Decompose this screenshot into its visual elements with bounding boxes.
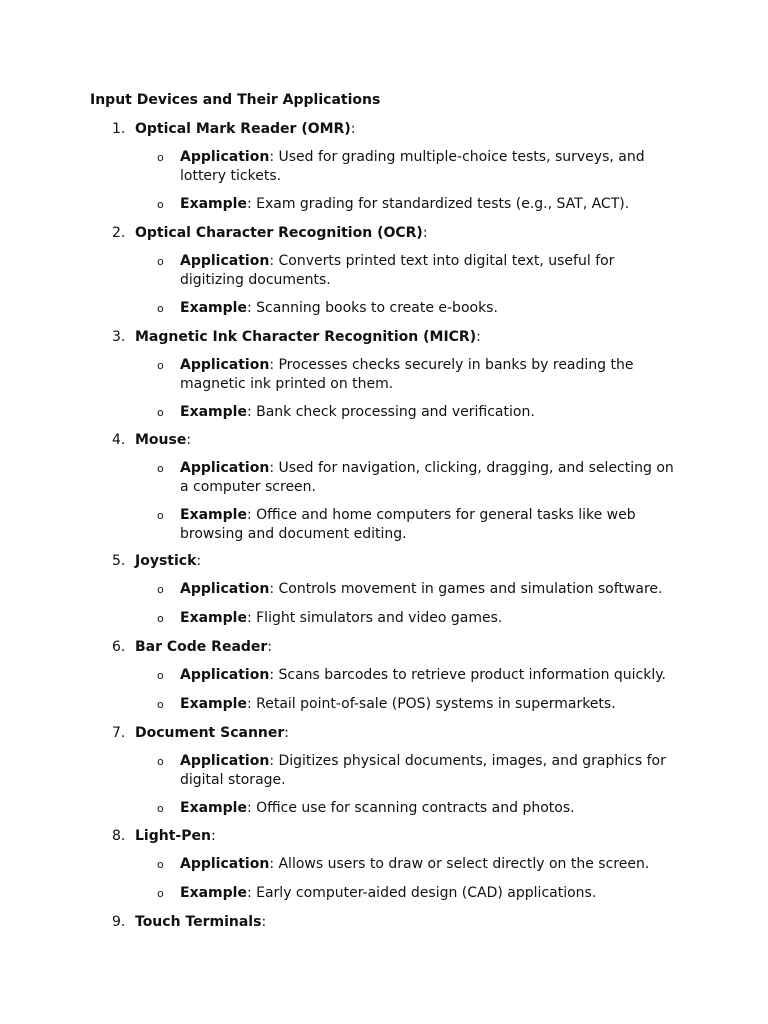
detail-text [180, 884, 680, 903]
list-item-heading [0, 224, 768, 243]
detail-text [180, 609, 680, 628]
bullet-icon: o [157, 302, 164, 315]
detail-text [180, 506, 680, 544]
device-name: Bar Code Reader [135, 639, 268, 655]
device-name: Light-Pen [135, 828, 211, 844]
detail-key: Example [180, 800, 247, 816]
item-number: 5. [112, 553, 126, 569]
detail-text [180, 580, 680, 599]
item-number: 4. [112, 432, 126, 448]
detail-value: : Used for grading multiple-choice tests, surveys, and lottery tickets. [180, 149, 645, 184]
item-number: 2. [112, 225, 126, 241]
item-number: 7. [112, 725, 126, 741]
detail-value: : Retail point-of-sale (POS) systems in supermarkets. [246, 696, 616, 712]
detail-key: Example [180, 404, 247, 420]
device-name: Mouse [135, 432, 187, 448]
document-title: Input Devices and Their Applications [90, 92, 381, 108]
detail-key: Application [180, 667, 270, 683]
item-number: 1. [112, 121, 126, 137]
device-name: Magnetic Ink Character Recognition (MICR) [135, 329, 477, 345]
detail-key: Example [180, 610, 247, 626]
device-name: Document Scanner [135, 725, 285, 741]
item-title [135, 552, 201, 571]
bullet-icon: o [157, 612, 164, 625]
list-item-heading [0, 328, 768, 347]
detail-value: : Allows users to draw or select directly on the screen. [269, 856, 650, 872]
bullet-icon: o [157, 151, 164, 164]
item-number: 3. [112, 329, 126, 345]
list-item-heading [0, 913, 768, 932]
device-name: Touch Terminals [135, 914, 262, 930]
item-colon: : [210, 828, 216, 844]
item-colon: : [267, 639, 273, 655]
device-name: Joystick [135, 553, 197, 569]
detail-key: Application [180, 253, 270, 269]
list-item-heading [0, 431, 768, 450]
item-colon: : [476, 329, 481, 345]
detail-text [180, 855, 680, 874]
item-colon: : [284, 725, 290, 741]
detail-key: Application [180, 753, 270, 769]
item-title [135, 827, 216, 846]
detail-text [180, 459, 680, 497]
item-title [135, 328, 481, 347]
item-number: 9. [112, 914, 126, 930]
item-colon: : [186, 432, 192, 448]
bullet-icon: o [157, 698, 164, 711]
detail-value: : Scans barcodes to retrieve product information quickly. [269, 667, 666, 683]
detail-key: Example [180, 507, 247, 523]
detail-text [180, 195, 680, 214]
detail-text [180, 799, 680, 818]
detail-text [180, 666, 680, 685]
bullet-icon: o [157, 462, 164, 475]
detail-key: Application [180, 856, 270, 872]
detail-key: Application [180, 460, 270, 476]
bullet-icon: o [157, 583, 164, 596]
device-name: Optical Mark Reader (OMR) [135, 121, 351, 137]
bullet-icon: o [157, 802, 164, 815]
detail-value: : Early computer-aided design (CAD) applications. [246, 885, 597, 901]
bullet-icon: o [157, 509, 164, 522]
detail-text [180, 695, 680, 714]
list-item-heading [0, 638, 768, 657]
list-item-heading [0, 552, 768, 571]
list-item-heading [0, 120, 768, 139]
detail-value: : Office and home computers for general tasks like web browsing and document editing. [180, 507, 636, 542]
detail-key: Example [180, 300, 247, 316]
detail-value: : Digitizes physical documents, images, and graphics for digital storage. [180, 753, 666, 788]
item-number: 8. [112, 828, 126, 844]
bullet-icon: o [157, 359, 164, 372]
detail-text [180, 299, 680, 318]
item-number: 6. [112, 639, 126, 655]
item-title [135, 224, 428, 243]
bullet-icon: o [157, 858, 164, 871]
detail-key: Application [180, 149, 270, 165]
detail-text [180, 752, 680, 790]
bullet-icon: o [157, 255, 164, 268]
bullet-icon: o [157, 669, 164, 682]
bullet-icon: o [157, 755, 164, 768]
item-title [135, 724, 289, 743]
detail-value: : Scanning books to create e-books. [246, 300, 498, 316]
detail-value: : Exam grading for standardized tests (e.g., SAT, ACT). [246, 196, 630, 212]
bullet-icon: o [157, 406, 164, 419]
detail-value: : Flight simulators and video games. [246, 610, 503, 626]
item-colon: : [422, 225, 428, 241]
detail-text [180, 356, 680, 394]
list-item-heading [0, 827, 768, 846]
detail-text [180, 403, 680, 422]
detail-key: Example [180, 696, 247, 712]
detail-value: : Controls movement in games and simulation software. [269, 581, 663, 597]
item-title [135, 638, 272, 657]
item-title [135, 913, 266, 932]
detail-key: Application [180, 581, 270, 597]
item-colon: : [350, 121, 356, 137]
bullet-icon: o [157, 198, 164, 211]
item-title [135, 120, 355, 139]
item-colon: : [261, 914, 267, 930]
detail-key: Example [180, 885, 247, 901]
detail-key: Example [180, 196, 247, 212]
detail-text [180, 148, 680, 186]
bullet-icon: o [157, 887, 164, 900]
device-name: Optical Character Recognition (OCR) [135, 225, 423, 241]
list-item-heading [0, 724, 768, 743]
detail-value: : Processes checks securely in banks by reading the magnetic ink printed on them. [180, 357, 634, 392]
item-colon: : [196, 553, 202, 569]
detail-value: : Used for navigation, clicking, dragging, and selecting on a computer screen. [180, 460, 674, 495]
detail-text [180, 252, 680, 290]
detail-value: : Office use for scanning contracts and photos. [246, 800, 575, 816]
detail-value: : Converts printed text into digital text, useful for digitizing documents. [180, 253, 615, 288]
item-title [135, 431, 191, 450]
detail-key: Application [180, 357, 270, 373]
detail-value: : Bank check processing and verification. [246, 404, 535, 420]
